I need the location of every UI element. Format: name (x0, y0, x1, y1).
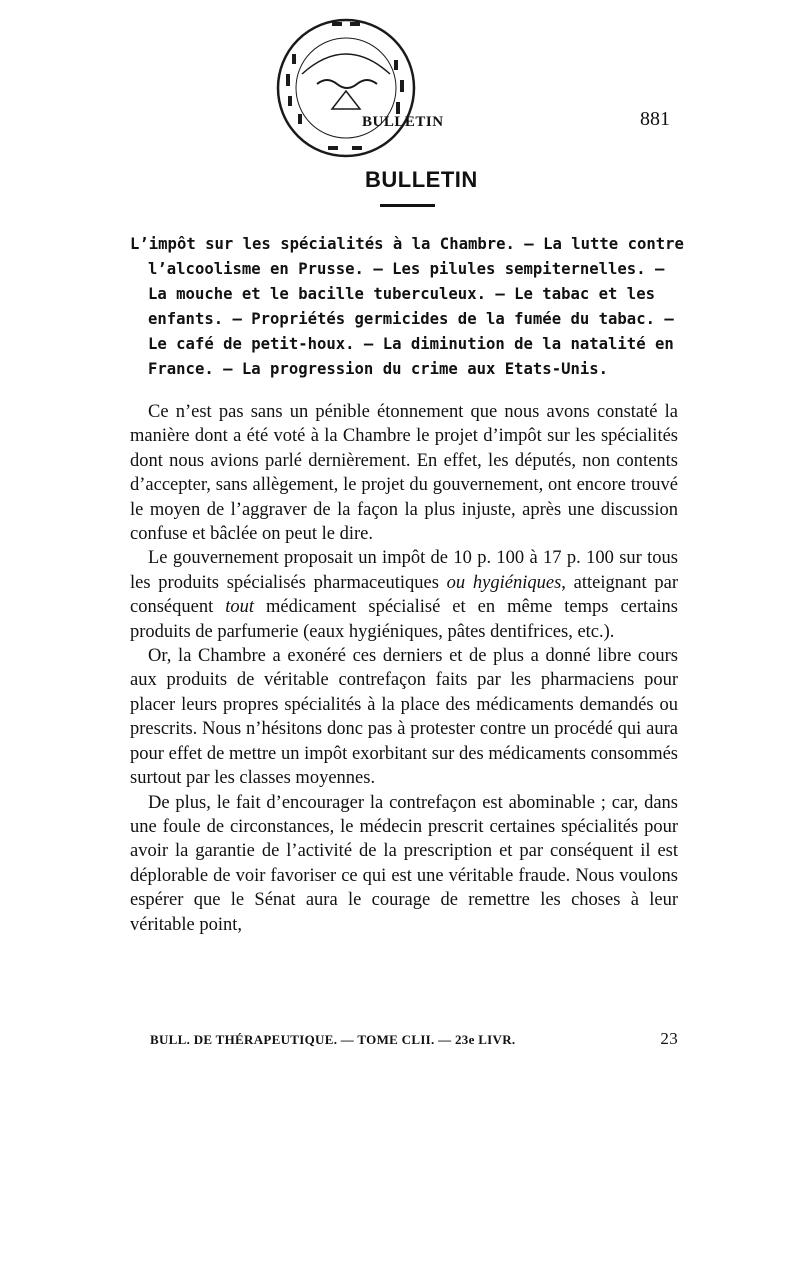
paragraph: Ce n’est pas sans un pénible étonnement que nous avons constaté la manière dont a été voté à la Chambre le projet d’impôt sur les spécialités dont nous avions parlé dernièrement. En effet, les députés, non contents d’accepter, sans allègement, le projet du gouvernement, ont encore trouvé le moyen de l’aggraver de la façon la plus injuste, après une discussion confuse et bâclée on peut le dire. (130, 402, 678, 545)
page-footer (130, 1029, 678, 1056)
running-header (0, 108, 800, 138)
emphasis: ou hygiéniques (446, 572, 562, 593)
summary-line: France. — La progression du crime aux Etats-Unis. (148, 360, 609, 378)
summary-line: L’impôt sur les spécialités à la Chambre. — La lutte contre (130, 235, 684, 253)
summary-line: Le café de petit-houx. — La diminution de la natalité en (148, 335, 674, 353)
summary-line: La mouche et le bacille tuberculeux. — Le tabac et les (148, 285, 655, 303)
signature-mark: 23 (660, 1029, 678, 1048)
summary-block (130, 232, 684, 382)
summary-line: l’alcoolisme en Prusse. — Les pilules sempiternelles. — (148, 260, 665, 278)
title-rule (380, 204, 435, 207)
article-body (130, 400, 678, 937)
journal-reference: BULL. DE THÉRAPEUTIQUE. — TOME CLII. — 23e LIVR. (150, 1032, 516, 1047)
paragraph-text: Le gouvernement proposait un impôt de 10 p. 100 à 17 p. 100 sur tous les produits spécialisés pharmaceutiques (130, 548, 678, 593)
paragraph-text: , atteignant par conséquent (130, 572, 678, 618)
running-title: BULLETIN (362, 114, 444, 130)
paragraph-text: médicament spécialisé et en même temps certains produits de parfumerie (eaux hygiéniques, pâtes dentifrices, etc.). (130, 597, 678, 642)
library-stamp-icon (272, 14, 420, 162)
section-title: BULLETIN (365, 167, 478, 192)
paragraph: De plus, le fait d’encourager la contrefaçon est abominable ; car, dans une foule de circonstances, le médecin prescrit certaines spécialités pour avoir la garantie de l’activité de la prescription et par conséquent il est déplorable de voir favoriser ce qui est une véritable fraude. Nous voulons espérer que le Sénat aura le courage de remettre les choses à leur véritable point, (130, 792, 678, 935)
page-number: 881 (640, 108, 670, 130)
paragraph: Or, la Chambre a exonéré ces derniers et de plus a donné libre cours aux produits de véritable contrefaçon faits par les pharmaciens pour placer leurs propres spécialités à la place des médicaments demandés ou prescrits. Nous n’hésitons donc pas à protester contre un procédé qui aura pour effet de mettre un impôt exorbitant sur des médicaments consommés surtout par les classes moyennes. (130, 646, 678, 789)
paragraph (130, 546, 678, 644)
summary-line: enfants. — Propriétés germicides de la fumée du tabac. — (148, 310, 674, 328)
emphasis: tout (225, 597, 254, 618)
